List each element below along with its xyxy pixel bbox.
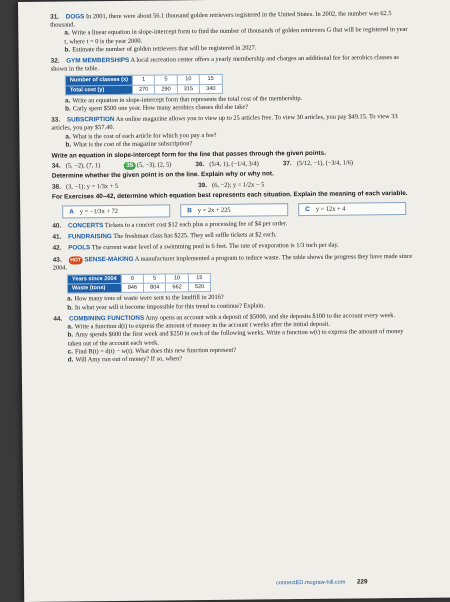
problem-33 xyxy=(51,113,411,150)
part-b: b. Estimate the number of golden retrievers that will be registered in 2027. xyxy=(64,44,257,54)
table-cell: 15 xyxy=(188,274,210,283)
part-d: d. Will Amy run out of money? If so, when? xyxy=(67,355,183,364)
problem-31 xyxy=(50,10,410,55)
part-a: a. Write an equation in slope-intercept form that represents the total cost of the membership. xyxy=(65,94,303,105)
part-b: b. In what year will it become impossible for this trend to continue? Explain. xyxy=(67,302,265,312)
problem-34 xyxy=(52,162,101,171)
part-a: a. How many tons of waste were sent to the landfill in 2016? xyxy=(67,294,224,303)
problem-heading: SUBSCRIPTION xyxy=(66,116,115,124)
table-cell: 0 xyxy=(121,274,143,283)
problem-number: 41. xyxy=(52,233,62,241)
problem-number: 44. xyxy=(53,315,63,323)
problem-heading: CONCERTS xyxy=(67,222,104,230)
problem-heading: DOGS xyxy=(65,13,85,21)
table-cell: 946 xyxy=(121,283,143,292)
table-cell: 1 xyxy=(132,75,154,84)
problem-number: 31. xyxy=(50,13,60,21)
exercise-list xyxy=(50,10,414,368)
page-number: 229 xyxy=(356,578,368,586)
problem-number: 38. xyxy=(51,183,61,191)
table-cell: 520 xyxy=(188,283,210,292)
hot-badge-icon: HOT xyxy=(68,256,83,264)
problem-32 xyxy=(51,54,412,114)
table-cell: 290 xyxy=(155,84,177,93)
table-cell: 662 xyxy=(166,283,188,292)
problem-36 xyxy=(195,161,258,170)
highlighted-problem-number: 35 xyxy=(124,162,135,170)
problem-heading: COMBINING FUNCTIONS xyxy=(68,314,145,323)
problem-text: Tickets to a concert cost $12 each plus a processing fee of $4 per order. xyxy=(104,220,288,230)
part-a: a. Write a function d(t) to express the amount of money in the account t weeks after the initial deposit. xyxy=(67,320,330,331)
part-text: What is the cost of each article for which you pay a fee? xyxy=(72,131,217,141)
table-cell: 270 xyxy=(133,85,155,94)
problem-42 xyxy=(53,241,413,253)
textbook-page xyxy=(18,0,450,602)
waste-table xyxy=(67,273,211,294)
problem-number: 43. xyxy=(52,256,62,264)
choice-c xyxy=(298,202,406,216)
problem-heading: FUNDRAISING xyxy=(68,233,112,241)
table-header: Waste (tons) xyxy=(67,284,121,294)
problem-number: 32. xyxy=(50,57,60,65)
table-cell: 10 xyxy=(166,274,188,283)
choice-equation: y = −1/3x + 72 xyxy=(79,208,119,216)
problem-number: 36. xyxy=(195,161,205,169)
problem-35 xyxy=(124,162,171,171)
problem-text: Amy opens an account with a deposit of $5000, and she deposits $100 to the account every week. xyxy=(145,311,396,322)
table-cell: 5 xyxy=(155,75,177,84)
part-text: How many tons of waste were sent to the landfill in 2016? xyxy=(74,294,224,303)
choice-equation: y = 2x + 225 xyxy=(197,206,231,215)
table-header: Number of classes (x) xyxy=(65,76,132,86)
choice-a xyxy=(62,204,170,218)
problem-44 xyxy=(53,312,413,365)
choice-equation: y = 12x + 4 xyxy=(315,205,346,213)
table-cell: 315 xyxy=(177,84,199,93)
table-cell: 10 xyxy=(177,75,199,84)
choice-label: B xyxy=(187,207,192,215)
part-text: Carly spent $500 one year. How many aerobics classes did she take? xyxy=(72,103,249,113)
problem-text: The freshman class has $225. They sell raffle tickets at $2 each. xyxy=(113,231,277,241)
problem-number: 37. xyxy=(282,160,292,168)
problem-text: (5, −3), (2, 5) xyxy=(136,161,172,170)
problem-number: 34. xyxy=(51,162,61,170)
part-a: a. Write a linear equation in slope-intercept form to find the number of thousands of golden retrievers G that will be registered in year t, where t = 0 is the year 2000. xyxy=(64,26,408,46)
part-text: Will Amy run out of money? If so, when? xyxy=(75,355,183,364)
problem-number: 39. xyxy=(198,181,208,189)
problem-number: 40. xyxy=(52,222,62,230)
part-text: Write a function d(t) to express the amount of money in the account t weeks after the initial deposit. xyxy=(74,320,330,331)
problem-text: A local recreation center offers a yearly membership and charges an additional fee for aerobics classes as shown in the table. xyxy=(50,54,399,73)
problem-text: (6, −2); y = 1/2x − 5 xyxy=(212,181,265,189)
problem-43 xyxy=(53,253,414,313)
choice-b xyxy=(180,203,288,217)
problem-heading: SENSE-MAKING xyxy=(84,255,134,263)
table-header: Years since 2004 xyxy=(67,275,121,285)
table-cell: 15 xyxy=(199,75,221,84)
directions-40-42: For Exercises 40–42, determine which equation best represents each situation. Explain the meaning of each variable. xyxy=(52,189,408,201)
part-text: Find B(t) = d(t) − w(t). What does this new function represent? xyxy=(74,346,237,356)
problem-text: (5/12, −1), (−3/4, 1/6) xyxy=(296,159,354,168)
problem-heading: POOLS xyxy=(68,244,91,252)
classes-table xyxy=(65,74,223,95)
table-cell: 340 xyxy=(200,84,222,93)
choice-label: C xyxy=(305,206,310,214)
equation-choices xyxy=(62,202,412,219)
problem-heading: GYM MEMBERSHIPS xyxy=(66,56,130,65)
problem-number: 33. xyxy=(51,116,61,124)
part-text: Amy spends $600 the first week and $250 in each of the following weeks. Write a function w(t) to express the amount of money taken out of the account each week. xyxy=(67,328,404,347)
problem-text: (3, −1); y = 1/3x + 5 xyxy=(65,182,119,191)
table-cell: 804 xyxy=(144,283,166,292)
problem-text: (5/4, 1), (−1/4, 3/4) xyxy=(209,160,259,169)
part-text: Write an equation in slope-intercept form that represents the total cost of the membership. xyxy=(72,94,303,105)
problem-text: In 2001, there were about 56.1 thousand golden retrievers registered in the United States. In 2002, the number was 62.5 thousand. xyxy=(50,10,392,29)
directions-on-line: Determine whether the given point is on the line. Explain why or why not. xyxy=(51,170,274,181)
part-text: Estimate the number of golden retrievers that will be registered in 2027. xyxy=(72,44,257,54)
part-b: b. What is the cost of the magazine subscription? xyxy=(65,140,193,149)
part-text: In what year will it become impossible for this trend to continue? Explain. xyxy=(74,302,265,312)
problem-text: A manufacturer implemented a program to reduce waste. The table shows the progress they have made since 2004. xyxy=(52,252,413,272)
table-cell: 5 xyxy=(143,274,165,283)
part-a: a. What is the cost of each article for which you pay a fee? xyxy=(65,131,217,141)
problem-text: The current water level of a swimming pool is 6 feet. The rate of evaporation is 1/3 inch per day. xyxy=(91,242,339,252)
problem-number: 42. xyxy=(52,245,62,253)
part-text: Write a linear equation in slope-intercept form to find the number of thousands of golden retrievers G that will be registered in year t, where t = 0 is the year 2000. xyxy=(64,26,408,46)
part-b: b. Amy spends $600 the first week and $250 in each of the following weeks. Write a function w(t) to express the amount of money taken out of the account each week. xyxy=(67,328,404,347)
problem-37 xyxy=(283,160,353,169)
footer-link[interactable]: connectED.mcgraw-hill.com xyxy=(276,579,346,587)
table-header: Total cost (y) xyxy=(65,85,132,95)
page-footer xyxy=(276,578,367,587)
problem-text: (5, −2), (7, 1) xyxy=(65,162,101,170)
choice-label: A xyxy=(69,208,74,216)
problem-38 xyxy=(52,183,118,192)
part-text: What is the cost of the magazine subscription? xyxy=(73,140,193,149)
problem-41 xyxy=(52,230,412,242)
problem-39 xyxy=(198,181,264,190)
problem-40 xyxy=(52,219,412,231)
part-c: c. Find B(t) = d(t) − w(t). What does this new function represent? xyxy=(67,346,237,356)
directions-points: Write an equation in slope-intercept form for the line that passes through the given points. xyxy=(51,149,326,160)
part-b: b. Carly spent $500 one year. How many aerobics classes did she take? xyxy=(65,103,249,113)
problem-text: An online magazine allows you to view up to 25 articles free. To view 30 articles, you pay $49.15. To view 33 articles, you pay $57.40. xyxy=(51,113,398,133)
